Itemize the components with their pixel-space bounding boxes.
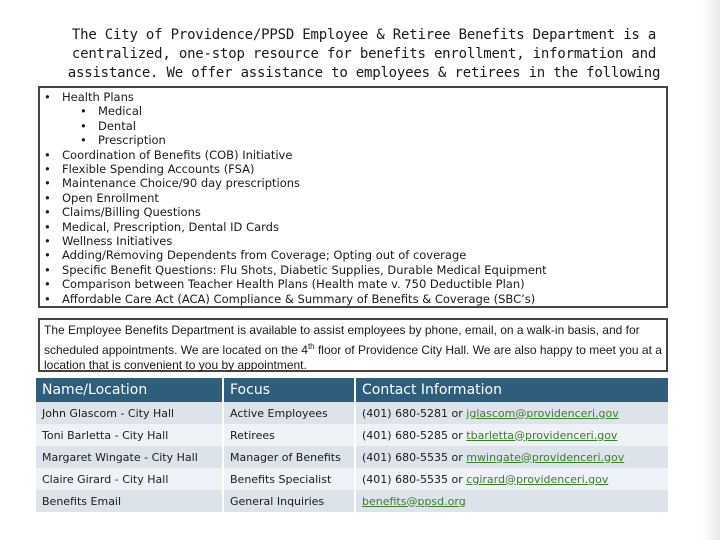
column-header-name: Name/Location [36,378,223,402]
phone-text: (401) 680-5285 or [362,428,463,442]
contacts-table [36,378,670,512]
intro-line: The City of Providence/PPSD Employee & Retiree Benefits Department is a [71,27,657,43]
list-item-health-plans [44,90,666,104]
phone-text: (401) 680-5535 or [362,472,463,486]
cell-focus: Retirees [223,424,355,446]
service-areas-box [38,86,668,308]
sub-item [44,104,666,118]
cell-contact [355,468,669,490]
table-row [36,402,669,424]
sub-item-label: Prescription [98,133,166,148]
list-item [44,277,666,291]
cell-name: Claire Girard - City Hall [36,468,223,490]
list-item [44,148,666,162]
email-link[interactable]: tbarletta@providenceri.gov [466,428,618,442]
page-edge-shadow [702,0,720,540]
bullet: • [44,190,51,205]
list-item [44,205,666,219]
list-item-label: Open Enrollment [62,190,159,205]
service-areas-list [40,88,666,306]
bullet: • [44,291,51,306]
cell-contact [355,424,669,446]
intro-line: assistance. We offer assistance to employees & retirees in the following [67,65,661,81]
sub-item-label: Dental [98,118,136,133]
phone-text: (401) 680-5281 or [362,406,463,420]
bullet: • [44,262,51,277]
list-item [44,162,666,176]
bullet: • [44,176,51,191]
note-superscript: th [307,341,315,351]
bullet: • [44,248,51,263]
cell-name: Margaret Wingate - City Hall [36,446,223,468]
list-item-label: Coordination of Benefits (COB) Initiative [62,147,293,162]
cell-focus: Active Employees [223,402,355,424]
table-row [36,446,669,468]
bullet: • [80,104,87,119]
cell-focus: Manager of Benefits [223,446,355,468]
list-item-label: Comparison between Teacher Health Plans (Health mate v. 750 Deductible Plan) [62,277,525,292]
email-link[interactable]: mwingate@providenceri.gov [466,450,625,464]
list-item [44,248,666,262]
list-item [44,292,666,306]
availability-note [38,318,668,372]
bullet: • [44,147,51,162]
cell-contact [355,490,669,512]
list-item-label: Claims/Billing Questions [62,205,201,220]
bullet: • [44,205,51,220]
list-item [44,263,666,277]
table-row [36,468,669,490]
sub-item-label: Medical [98,104,143,119]
note-text: floor of Providence City Hall. We are also happy to meet you at a location that is convenient to you by appointment. [44,342,662,372]
list-item-label: Health Plans [62,90,134,104]
list-item-label: Flexible Spending Accounts (FSA) [62,162,255,177]
table-row [36,490,669,512]
list-item [44,220,666,234]
table-row [36,424,669,446]
list-item-label: Medical, Prescription, Dental ID Cards [62,219,279,234]
phone-text: (401) 680-5535 or [362,450,463,464]
column-header-contact: Contact Information [355,378,669,402]
intro-line: centralized, one-stop resource for benefits enrollment, information and [71,46,657,62]
list-item-label: Adding/Removing Dependents from Coverage; Opting out of coverage [62,248,467,263]
email-link[interactable]: jglascom@providenceri.gov [466,406,619,420]
list-item [44,191,666,205]
cell-focus: Benefits Specialist [223,468,355,490]
bullet: • [44,219,51,234]
email-link[interactable]: benefits@ppsd.org [362,494,466,508]
column-header-focus: Focus [223,378,355,402]
bullet: • [80,118,87,133]
table-header-row [36,378,669,402]
bullet: • [44,234,51,249]
cell-contact [355,446,669,468]
list-item [44,234,666,248]
cell-name: John Glascom - City Hall [36,402,223,424]
list-item-label: Specific Benefit Questions: Flu Shots, Diabetic Supplies, Durable Medical Equipment [62,262,547,277]
list-item-label: Maintenance Choice/90 day prescriptions [62,176,301,191]
list-item-label: Wellness Initiatives [62,234,173,249]
bullet: • [44,90,51,104]
sub-item [44,119,666,133]
cell-focus: General Inquiries [223,490,355,512]
bullet: • [44,162,51,177]
sub-item [44,133,666,147]
cell-name: Benefits Email [36,490,223,512]
bullet: • [44,277,51,292]
bullet: • [80,133,87,148]
note-text: The Employee Benefits Department is available to assist employees by phone, email, on a walk-in basis, and for scheduled appointments. We are located on the 4 [44,323,640,357]
list-item-label: Affordable Care Act (ACA) Compliance & Summary of Benefits & Coverage (SBC’s) [62,291,536,306]
cell-contact [355,402,669,424]
cell-name: Toni Barletta - City Hall [36,424,223,446]
list-item [44,176,666,190]
email-link[interactable]: cgirard@providenceri.gov [466,472,609,486]
